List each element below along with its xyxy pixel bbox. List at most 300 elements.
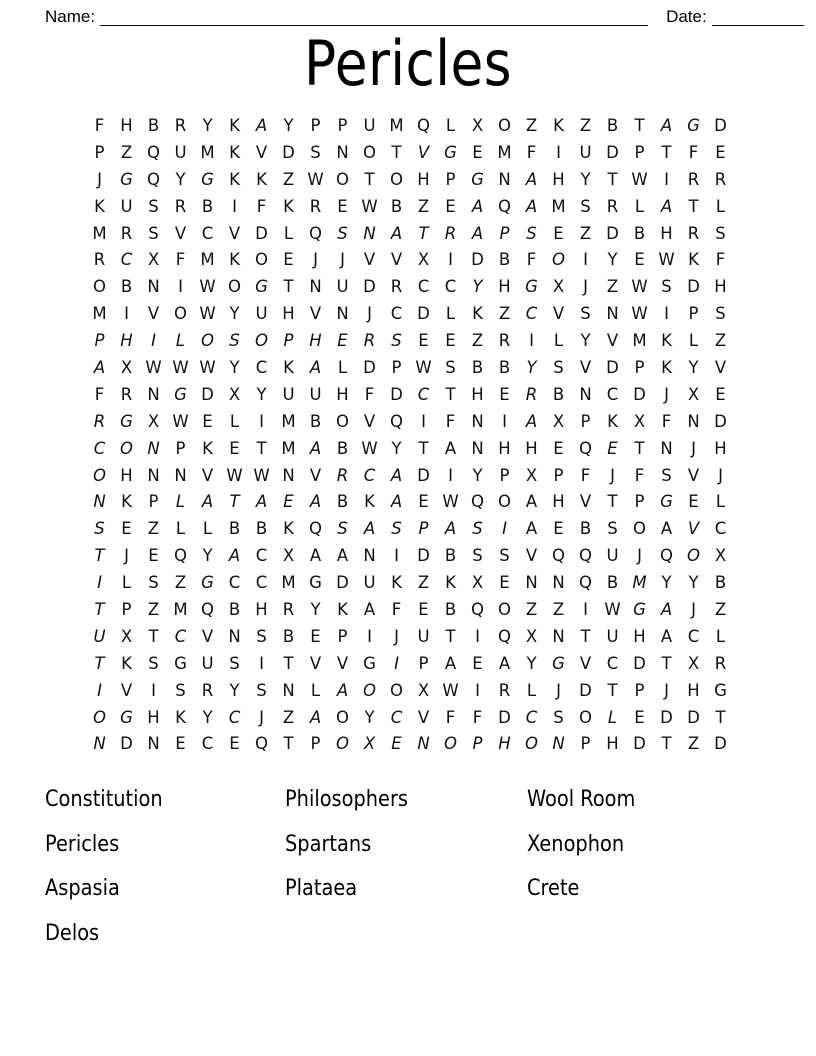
grid-letter[interactable]: S — [391, 519, 402, 539]
grid-letter[interactable]: S — [337, 223, 348, 243]
grid-letter[interactable]: E — [310, 626, 321, 646]
grid-letter[interactable]: Y — [229, 680, 240, 700]
grid-letter[interactable]: K — [175, 707, 186, 727]
grid-letter[interactable]: I — [124, 304, 129, 324]
grid-letter[interactable]: T — [391, 142, 402, 162]
grid-letter[interactable]: Q — [498, 626, 511, 646]
grid-letter[interactable]: Z — [525, 115, 538, 135]
grid-letter[interactable]: N — [525, 573, 538, 593]
grid-letter[interactable]: J — [394, 626, 399, 646]
grid-letter[interactable]: J — [313, 250, 318, 270]
grid-letter[interactable]: M — [389, 115, 404, 135]
grid-letter[interactable]: V — [255, 142, 268, 162]
grid-letter[interactable]: Z — [687, 734, 700, 754]
grid-letter[interactable]: Y — [526, 357, 537, 377]
grid-letter[interactable]: D — [282, 142, 295, 162]
grid-letter[interactable]: P — [337, 115, 348, 135]
grid-letter[interactable]: U — [336, 277, 349, 297]
grid-letter[interactable]: R — [93, 411, 106, 431]
grid-letter[interactable]: B — [228, 519, 241, 539]
grid-letter[interactable]: S — [148, 196, 159, 216]
grid-letter[interactable]: R — [525, 384, 538, 404]
grid-letter[interactable]: A — [525, 169, 538, 189]
grid-letter[interactable]: I — [556, 142, 561, 162]
grid-letter[interactable]: O — [255, 331, 268, 351]
grid-letter[interactable]: S — [229, 331, 240, 351]
grid-letter[interactable]: L — [445, 304, 456, 324]
grid-letter[interactable]: S — [661, 277, 672, 297]
grid-letter[interactable]: K — [229, 169, 240, 189]
grid-letter[interactable]: A — [471, 223, 484, 243]
grid-letter[interactable]: P — [445, 169, 456, 189]
grid-letter[interactable]: X — [525, 465, 538, 485]
grid-letter[interactable]: I — [583, 599, 588, 619]
grid-letter[interactable]: Q — [201, 599, 214, 619]
grid-letter[interactable]: X — [417, 680, 430, 700]
grid-letter[interactable]: V — [201, 626, 214, 646]
grid-letter[interactable]: V — [390, 250, 403, 270]
grid-letter[interactable]: O — [363, 680, 376, 700]
grid-letter[interactable]: P — [418, 519, 429, 539]
grid-letter[interactable]: W — [307, 169, 324, 189]
grid-letter[interactable]: P — [472, 734, 483, 754]
grid-letter[interactable]: Z — [147, 599, 160, 619]
grid-letter[interactable]: P — [94, 331, 105, 351]
grid-letter[interactable]: H — [282, 304, 295, 324]
grid-letter[interactable]: S — [391, 331, 402, 351]
grid-letter[interactable]: O — [93, 707, 106, 727]
grid-letter[interactable]: Y — [580, 331, 591, 351]
grid-letter[interactable]: N — [336, 142, 349, 162]
grid-letter[interactable]: L — [310, 680, 321, 700]
grid-letter[interactable]: O — [579, 707, 592, 727]
grid-letter[interactable]: N — [336, 304, 349, 324]
grid-letter[interactable]: X — [471, 115, 484, 135]
grid-letter[interactable]: E — [418, 492, 429, 512]
grid-letter[interactable]: E — [202, 411, 213, 431]
grid-letter[interactable]: C — [390, 304, 403, 324]
grid-letter[interactable]: X — [552, 411, 565, 431]
grid-letter[interactable]: Z — [525, 599, 538, 619]
grid-letter[interactable]: X — [417, 250, 430, 270]
grid-letter[interactable]: F — [688, 142, 699, 162]
grid-letter[interactable]: I — [394, 653, 399, 673]
grid-letter[interactable]: O — [687, 546, 700, 566]
grid-letter[interactable]: E — [148, 546, 159, 566]
grid-letter[interactable]: D — [714, 734, 727, 754]
grid-letter[interactable]: B — [444, 599, 457, 619]
grid-letter[interactable]: Z — [174, 573, 187, 593]
grid-letter[interactable]: I — [448, 250, 453, 270]
grid-letter[interactable]: T — [607, 492, 618, 512]
grid-letter[interactable]: Y — [202, 707, 213, 727]
grid-letter[interactable]: A — [471, 196, 484, 216]
grid-letter[interactable]: R — [336, 465, 349, 485]
grid-letter[interactable]: Q — [579, 546, 592, 566]
grid-letter[interactable]: P — [148, 492, 159, 512]
grid-letter[interactable]: P — [499, 223, 510, 243]
grid-letter[interactable]: Q — [471, 492, 484, 512]
grid-letter[interactable]: B — [714, 573, 727, 593]
grid-letter[interactable]: P — [283, 331, 294, 351]
grid-letter[interactable]: A — [390, 223, 403, 243]
grid-letter[interactable]: I — [475, 680, 480, 700]
grid-letter[interactable]: W — [199, 277, 216, 297]
grid-letter[interactable]: R — [282, 599, 295, 619]
grid-letter[interactable]: H — [309, 331, 322, 351]
grid-letter[interactable]: M — [92, 304, 107, 324]
grid-letter[interactable]: F — [526, 250, 537, 270]
grid-letter[interactable]: K — [337, 599, 348, 619]
grid-letter[interactable]: U — [201, 653, 214, 673]
grid-letter[interactable]: D — [417, 465, 430, 485]
grid-letter[interactable]: P — [310, 115, 321, 135]
grid-letter[interactable]: P — [121, 599, 132, 619]
grid-letter[interactable]: N — [660, 438, 673, 458]
grid-letter[interactable]: D — [336, 573, 349, 593]
grid-letter[interactable]: R — [687, 223, 700, 243]
grid-letter[interactable]: W — [253, 465, 270, 485]
grid-letter[interactable]: A — [525, 196, 538, 216]
word-list-item[interactable]: Spartans — [285, 831, 372, 857]
grid-letter[interactable]: I — [664, 304, 669, 324]
grid-letter[interactable]: Z — [579, 223, 592, 243]
grid-letter[interactable]: L — [202, 519, 213, 539]
grid-letter[interactable]: M — [632, 331, 647, 351]
grid-letter[interactable]: O — [201, 331, 214, 351]
grid-letter[interactable]: F — [445, 411, 456, 431]
grid-letter[interactable]: N — [579, 384, 592, 404]
grid-letter[interactable]: R — [498, 331, 511, 351]
grid-letter[interactable]: E — [175, 734, 186, 754]
grid-letter[interactable]: Q — [390, 411, 403, 431]
name-blank-line[interactable] — [100, 9, 648, 26]
grid-letter[interactable]: O — [498, 115, 511, 135]
grid-letter[interactable]: Q — [471, 599, 484, 619]
grid-letter[interactable]: K — [121, 492, 132, 512]
grid-letter[interactable]: H — [714, 277, 727, 297]
grid-letter[interactable]: J — [637, 546, 642, 566]
grid-letter[interactable]: K — [121, 653, 132, 673]
grid-letter[interactable]: T — [283, 277, 294, 297]
grid-letter[interactable]: X — [552, 277, 565, 297]
grid-letter[interactable]: S — [472, 519, 483, 539]
grid-letter[interactable]: I — [664, 169, 669, 189]
grid-letter[interactable]: P — [310, 734, 321, 754]
grid-letter[interactable]: A — [660, 599, 673, 619]
grid-letter[interactable]: W — [442, 492, 459, 512]
grid-letter[interactable]: T — [94, 653, 105, 673]
grid-letter[interactable]: A — [363, 599, 376, 619]
grid-letter[interactable]: H — [255, 599, 268, 619]
word-list-item[interactable]: Wool Room — [527, 787, 636, 812]
grid-letter[interactable]: T — [607, 169, 618, 189]
grid-letter[interactable]: R — [120, 384, 133, 404]
grid-letter[interactable]: T — [661, 142, 672, 162]
grid-letter[interactable]: D — [606, 357, 619, 377]
grid-letter[interactable]: Y — [175, 169, 186, 189]
grid-letter[interactable]: O — [552, 250, 565, 270]
grid-letter[interactable]: Y — [580, 169, 591, 189]
grid-letter[interactable]: O — [93, 277, 106, 297]
grid-letter[interactable]: S — [715, 304, 726, 324]
grid-letter[interactable]: X — [120, 357, 133, 377]
grid-letter[interactable]: I — [232, 196, 237, 216]
grid-letter[interactable]: G — [309, 573, 322, 593]
grid-letter[interactable]: V — [174, 223, 187, 243]
grid-letter[interactable]: P — [94, 142, 105, 162]
grid-letter[interactable]: Z — [579, 115, 592, 135]
grid-letter[interactable]: V — [579, 653, 592, 673]
grid-letter[interactable]: G — [444, 142, 457, 162]
grid-letter[interactable]: Q — [498, 196, 511, 216]
grid-letter[interactable]: W — [199, 357, 216, 377]
grid-letter[interactable]: J — [691, 599, 696, 619]
grid-letter[interactable]: K — [607, 411, 618, 431]
grid-letter[interactable]: G — [714, 680, 727, 700]
grid-letter[interactable]: V — [417, 142, 430, 162]
grid-letter[interactable]: T — [94, 599, 105, 619]
grid-letter[interactable]: B — [552, 384, 565, 404]
grid-letter[interactable]: F — [175, 250, 186, 270]
grid-letter[interactable]: S — [148, 573, 159, 593]
grid-letter[interactable]: Y — [202, 546, 213, 566]
grid-letter[interactable]: G — [255, 277, 268, 297]
grid-letter[interactable]: X — [633, 411, 646, 431]
grid-letter[interactable]: F — [526, 142, 537, 162]
grid-letter[interactable]: C — [201, 223, 214, 243]
grid-letter[interactable]: L — [688, 331, 699, 351]
grid-letter[interactable]: P — [634, 357, 645, 377]
grid-letter[interactable]: E — [715, 384, 726, 404]
grid-letter[interactable]: K — [445, 573, 456, 593]
grid-letter[interactable]: W — [604, 599, 621, 619]
grid-letter[interactable]: F — [445, 707, 456, 727]
grid-letter[interactable]: B — [606, 115, 619, 135]
grid-letter[interactable]: K — [391, 573, 402, 593]
grid-letter[interactable]: A — [390, 492, 403, 512]
grid-letter[interactable]: S — [607, 519, 618, 539]
grid-letter[interactable]: C — [93, 438, 106, 458]
grid-letter[interactable]: P — [499, 465, 510, 485]
grid-letter[interactable]: M — [281, 438, 296, 458]
grid-letter[interactable]: H — [498, 277, 511, 297]
grid-letter[interactable]: T — [364, 169, 375, 189]
grid-letter[interactable]: C — [363, 465, 376, 485]
grid-letter[interactable]: E — [445, 331, 456, 351]
grid-letter[interactable]: D — [714, 115, 727, 135]
grid-letter[interactable]: B — [633, 223, 646, 243]
word-list-item[interactable]: Xenophon — [527, 831, 625, 857]
grid-letter[interactable]: V — [363, 411, 376, 431]
grid-letter[interactable]: U — [120, 196, 133, 216]
grid-letter[interactable]: Y — [283, 115, 294, 135]
grid-letter[interactable]: D — [687, 277, 700, 297]
grid-letter[interactable]: C — [228, 707, 241, 727]
grid-letter[interactable]: Y — [364, 707, 375, 727]
grid-letter[interactable]: N — [147, 277, 160, 297]
grid-letter[interactable]: N — [471, 411, 484, 431]
grid-letter[interactable]: S — [310, 142, 321, 162]
date-blank-line[interactable] — [712, 9, 804, 26]
word-list-item[interactable]: Constitution — [45, 787, 163, 812]
grid-letter[interactable]: K — [688, 250, 699, 270]
grid-letter[interactable]: Y — [472, 465, 483, 485]
grid-letter[interactable]: U — [363, 573, 376, 593]
grid-letter[interactable]: V — [606, 331, 619, 351]
grid-letter[interactable]: E — [121, 519, 132, 539]
grid-letter[interactable]: D — [417, 304, 430, 324]
grid-letter[interactable]: E — [229, 734, 240, 754]
grid-letter[interactable]: G — [201, 573, 214, 593]
grid-letter[interactable]: Q — [174, 546, 187, 566]
grid-letter[interactable]: X — [282, 546, 295, 566]
grid-letter[interactable]: Z — [147, 519, 160, 539]
grid-letter[interactable]: O — [336, 734, 349, 754]
grid-letter[interactable]: K — [472, 304, 483, 324]
grid-letter[interactable]: J — [664, 680, 669, 700]
grid-letter[interactable]: H — [417, 169, 430, 189]
grid-letter[interactable]: N — [552, 573, 565, 593]
grid-letter[interactable]: P — [634, 492, 645, 512]
grid-letter[interactable]: I — [502, 519, 507, 539]
grid-letter[interactable]: N — [363, 546, 376, 566]
grid-letter[interactable]: Z — [417, 573, 430, 593]
grid-letter[interactable]: C — [525, 707, 538, 727]
grid-letter[interactable]: T — [148, 626, 159, 646]
grid-letter[interactable]: H — [660, 223, 673, 243]
grid-letter[interactable]: I — [151, 331, 156, 351]
grid-letter[interactable]: O — [498, 599, 511, 619]
grid-letter[interactable]: C — [417, 277, 430, 297]
grid-letter[interactable]: K — [364, 492, 375, 512]
grid-letter[interactable]: Z — [552, 599, 565, 619]
grid-letter[interactable]: H — [552, 169, 565, 189]
grid-letter[interactable]: D — [390, 384, 403, 404]
grid-letter[interactable]: A — [201, 492, 214, 512]
grid-letter[interactable]: X — [147, 411, 160, 431]
grid-letter[interactable]: T — [634, 438, 645, 458]
grid-letter[interactable]: W — [415, 357, 432, 377]
grid-letter[interactable]: F — [661, 411, 672, 431]
grid-letter[interactable]: S — [553, 357, 564, 377]
grid-letter[interactable]: B — [336, 492, 349, 512]
grid-letter[interactable]: E — [688, 492, 699, 512]
grid-letter[interactable]: V — [714, 357, 727, 377]
grid-letter[interactable]: V — [309, 465, 322, 485]
grid-letter[interactable]: L — [553, 331, 564, 351]
grid-letter[interactable]: T — [634, 115, 645, 135]
grid-letter[interactable]: D — [255, 223, 268, 243]
grid-letter[interactable]: Q — [660, 546, 673, 566]
grid-letter[interactable]: P — [391, 357, 402, 377]
grid-letter[interactable]: T — [283, 653, 294, 673]
grid-letter[interactable]: I — [421, 411, 426, 431]
grid-letter[interactable]: W — [658, 250, 675, 270]
grid-letter[interactable]: B — [606, 573, 619, 593]
grid-letter[interactable]: R — [363, 331, 376, 351]
grid-letter[interactable]: X — [687, 653, 700, 673]
grid-letter[interactable]: R — [498, 680, 511, 700]
grid-letter[interactable]: Z — [714, 599, 727, 619]
grid-letter[interactable]: U — [93, 626, 106, 646]
grid-letter[interactable]: X — [687, 384, 700, 404]
grid-letter[interactable]: T — [418, 223, 429, 243]
grid-letter[interactable]: N — [606, 304, 619, 324]
grid-letter[interactable]: A — [336, 546, 349, 566]
grid-letter[interactable]: H — [147, 707, 160, 727]
grid-letter[interactable]: Q — [309, 223, 322, 243]
grid-letter[interactable]: V — [579, 357, 592, 377]
grid-letter[interactable]: Y — [688, 357, 699, 377]
grid-letter[interactable]: I — [502, 411, 507, 431]
grid-letter[interactable]: B — [147, 115, 160, 135]
grid-letter[interactable]: T — [229, 492, 240, 512]
grid-letter[interactable]: R — [201, 680, 214, 700]
grid-letter[interactable]: F — [256, 196, 267, 216]
grid-letter[interactable]: D — [363, 277, 376, 297]
grid-letter[interactable]: Z — [282, 707, 295, 727]
grid-letter[interactable]: L — [175, 492, 186, 512]
grid-letter[interactable]: M — [281, 411, 296, 431]
grid-letter[interactable]: J — [718, 465, 723, 485]
grid-letter[interactable]: N — [147, 734, 160, 754]
grid-letter[interactable]: V — [228, 223, 241, 243]
grid-letter[interactable]: T — [94, 546, 105, 566]
grid-letter[interactable]: D — [471, 250, 484, 270]
grid-letter[interactable]: N — [552, 626, 565, 646]
grid-letter[interactable]: N — [93, 734, 106, 754]
grid-letter[interactable]: M — [497, 142, 512, 162]
grid-letter[interactable]: W — [631, 169, 648, 189]
grid-letter[interactable]: X — [363, 734, 376, 754]
grid-letter[interactable]: U — [255, 304, 268, 324]
grid-letter[interactable]: F — [94, 115, 105, 135]
grid-letter[interactable]: Z — [120, 142, 133, 162]
grid-letter[interactable]: W — [361, 438, 378, 458]
grid-letter[interactable]: S — [256, 680, 267, 700]
grid-letter[interactable]: Y — [688, 573, 699, 593]
grid-letter[interactable]: B — [282, 626, 295, 646]
grid-letter[interactable]: C — [255, 546, 268, 566]
grid-letter[interactable]: Q — [552, 546, 565, 566]
grid-letter[interactable]: L — [445, 115, 456, 135]
grid-letter[interactable]: N — [147, 465, 160, 485]
grid-letter[interactable]: L — [715, 626, 726, 646]
grid-letter[interactable]: M — [173, 599, 188, 619]
grid-letter[interactable]: K — [283, 357, 294, 377]
grid-letter[interactable]: O — [93, 465, 106, 485]
grid-letter[interactable]: F — [364, 384, 375, 404]
grid-letter[interactable]: C — [714, 519, 727, 539]
grid-letter[interactable]: O — [174, 304, 187, 324]
grid-letter[interactable]: J — [340, 250, 345, 270]
grid-letter[interactable]: C — [228, 573, 241, 593]
grid-letter[interactable]: P — [337, 626, 348, 646]
grid-letter[interactable]: S — [499, 546, 510, 566]
grid-letter[interactable]: N — [417, 734, 430, 754]
grid-letter[interactable]: O — [498, 492, 511, 512]
grid-letter[interactable]: D — [660, 707, 673, 727]
grid-letter[interactable]: Y — [229, 357, 240, 377]
grid-letter[interactable]: G — [525, 277, 538, 297]
grid-letter[interactable]: U — [606, 546, 619, 566]
grid-letter[interactable]: A — [525, 411, 538, 431]
grid-letter[interactable]: A — [255, 115, 268, 135]
word-list-item[interactable]: Crete — [527, 876, 580, 901]
grid-letter[interactable]: T — [715, 707, 726, 727]
grid-letter[interactable]: E — [283, 492, 294, 512]
